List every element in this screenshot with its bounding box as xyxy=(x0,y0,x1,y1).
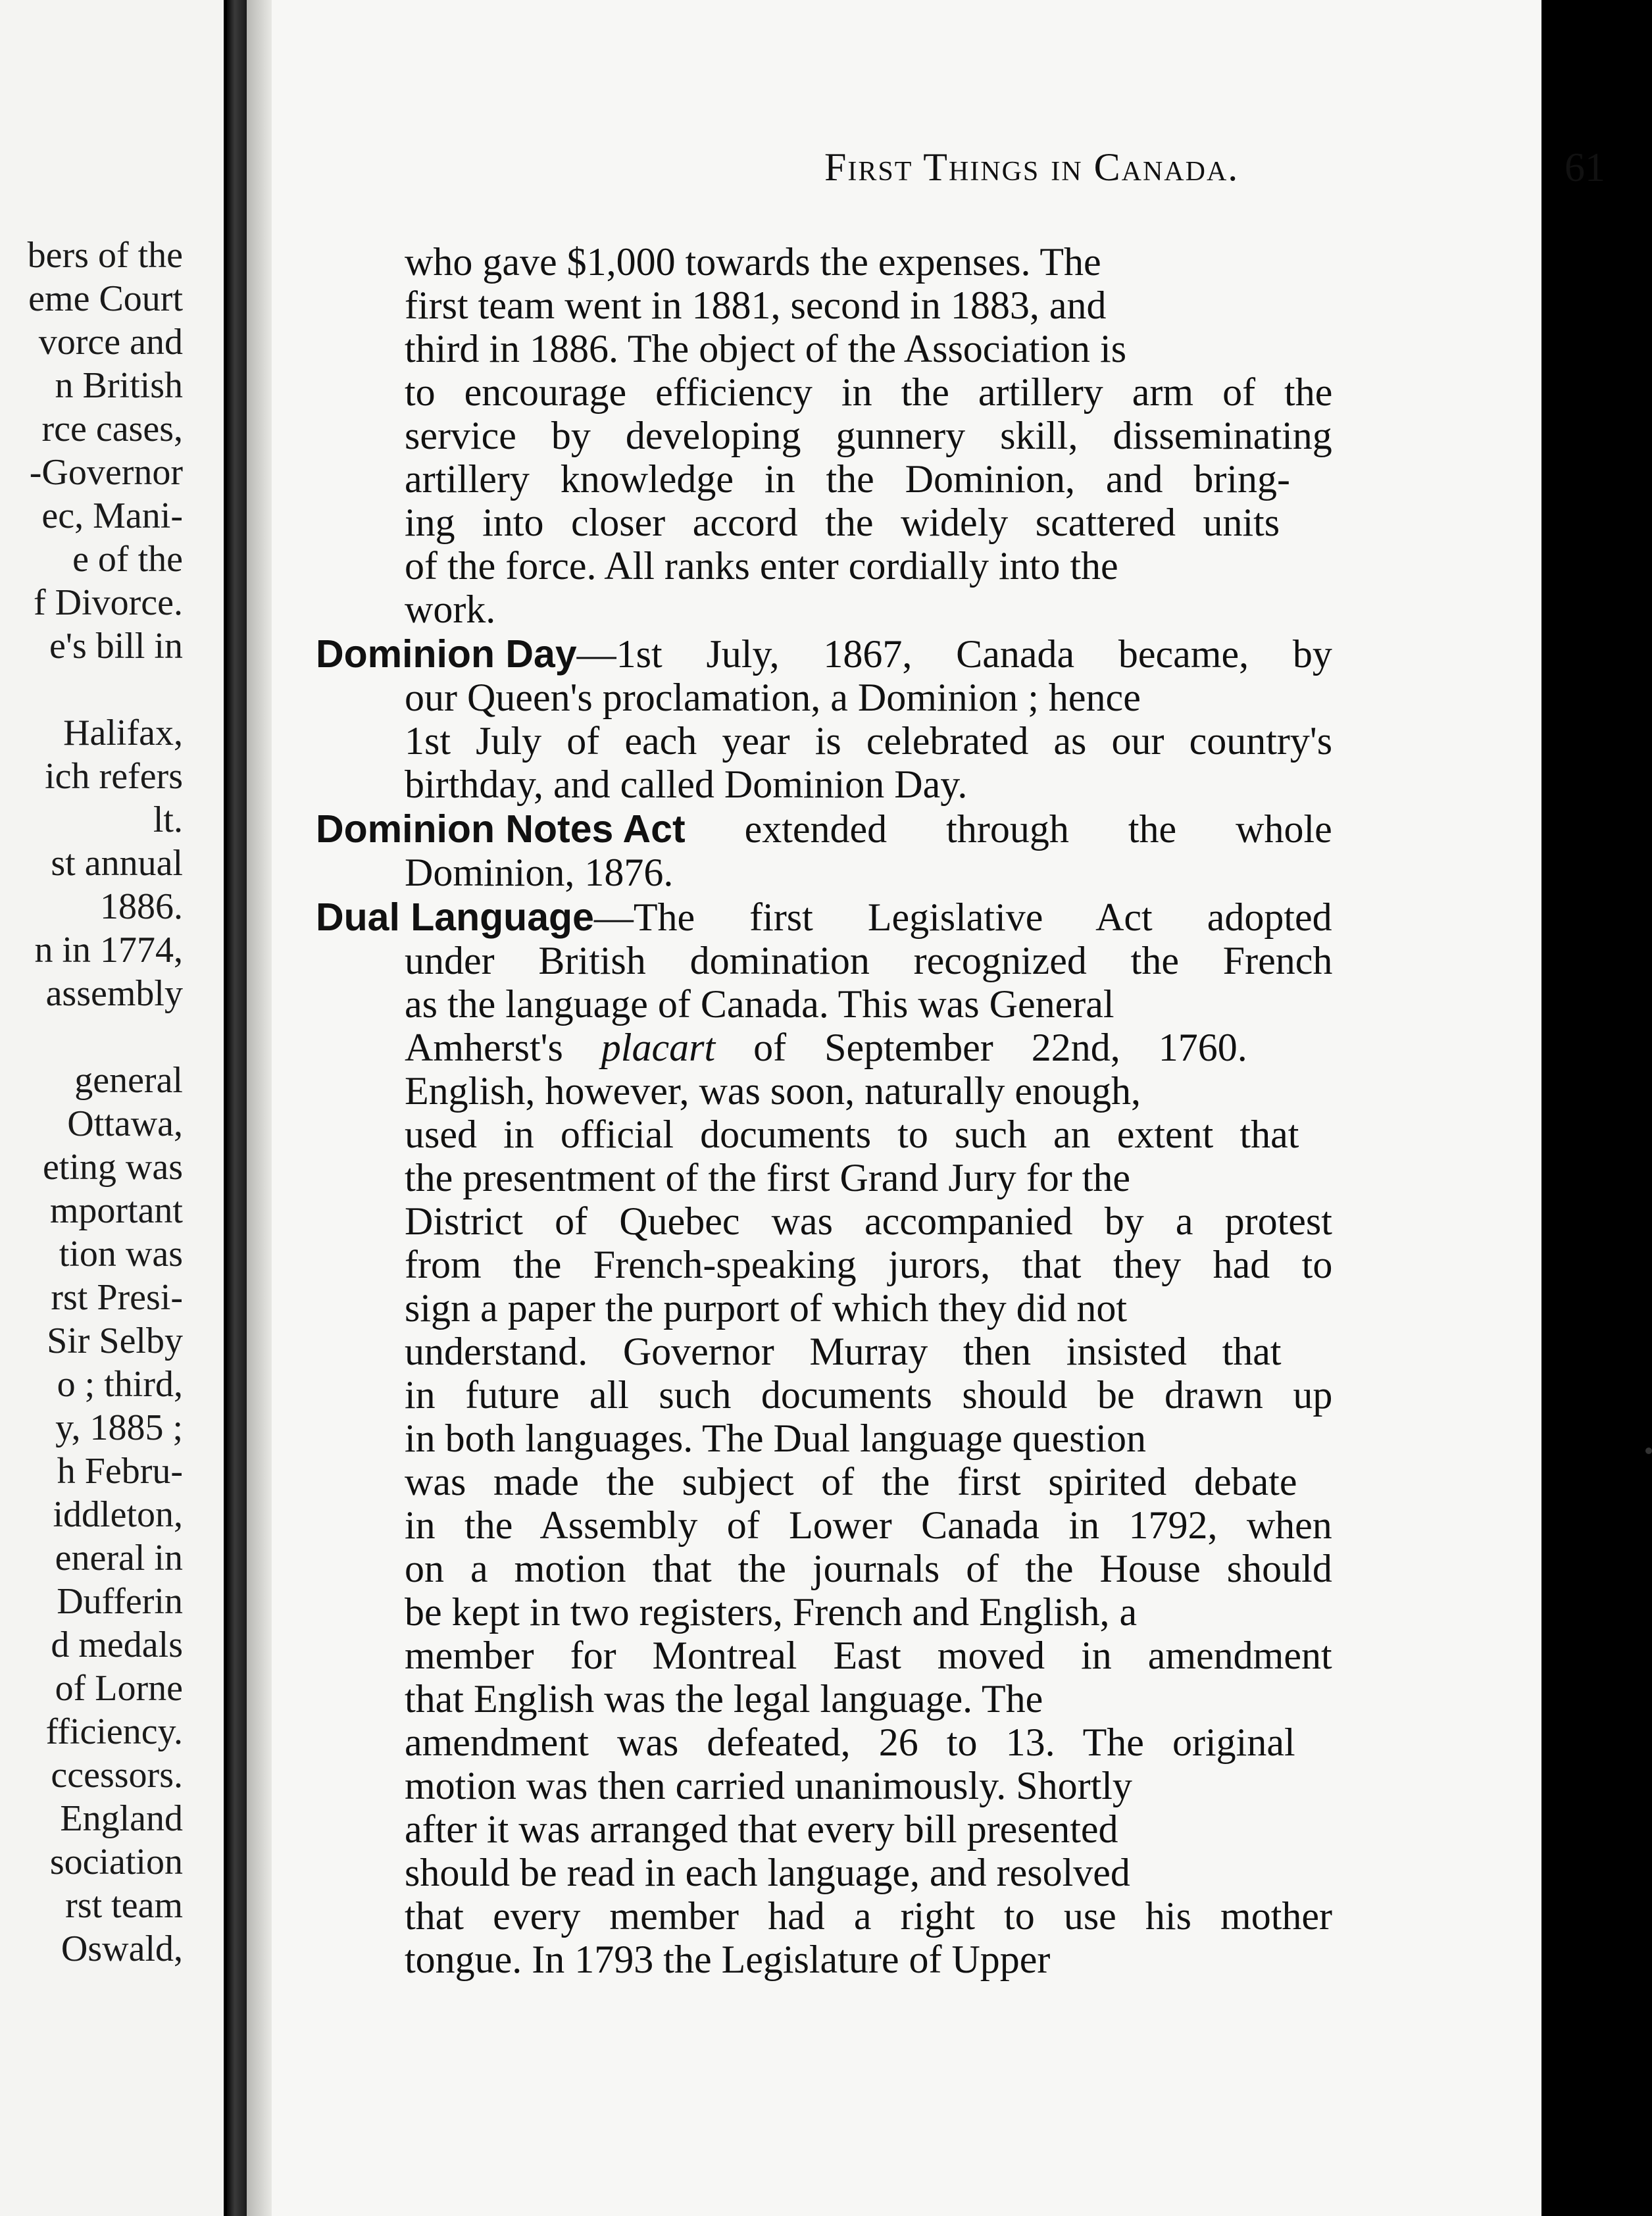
text-line: Dominion, 1876. xyxy=(405,851,674,894)
running-head: First Things in Canada. xyxy=(824,145,1239,189)
text-line: English, however, was soon, naturally enough, xyxy=(405,1069,1141,1113)
facing-page-line: of Lorne xyxy=(55,1668,183,1709)
page-number: 61 xyxy=(1564,145,1605,190)
facing-page-line: -Governor xyxy=(29,452,183,493)
facing-page-line: ec, Mani- xyxy=(41,495,183,536)
facing-page-line: o ; third, xyxy=(57,1364,183,1405)
facing-page-line: ich refers xyxy=(45,756,183,797)
facing-page-fragment xyxy=(0,0,224,2216)
facing-page-line: rst Presi- xyxy=(51,1277,183,1318)
facing-page-line: 1886. xyxy=(100,886,183,927)
text-line: that English was the legal language. The xyxy=(405,1677,1043,1721)
facing-page-line: assembly xyxy=(45,973,183,1014)
entry-term: Dual Language xyxy=(316,895,594,939)
text-line: District of Quebec was accompanied by a protest xyxy=(405,1199,1332,1243)
text-line: in the Assembly of Lower Canada in 1792, when xyxy=(405,1503,1332,1547)
facing-page-line: Ottawa, xyxy=(67,1103,183,1144)
facing-page-line: y, 1885 ; xyxy=(55,1407,183,1448)
text-line: in both languages. The Dual language question xyxy=(405,1417,1146,1460)
facing-page-line: eme Court xyxy=(28,278,183,319)
facing-page-line: iddleton, xyxy=(53,1494,183,1535)
text-line: was made the subject of the first spirited debate xyxy=(405,1460,1297,1503)
text-line: tongue. In 1793 the Legislature of Upper xyxy=(405,1938,1051,1981)
text-line: member for Montreal East moved in amendment xyxy=(405,1634,1332,1677)
main-page xyxy=(272,0,1605,2216)
facing-page-line: lt. xyxy=(153,799,183,840)
text-line: used in official documents to such an extent that xyxy=(405,1113,1299,1156)
text-line: first team went in 1881, second in 1883, and xyxy=(405,284,1107,327)
entry-first-line xyxy=(316,632,1332,676)
facing-page-line: n British xyxy=(55,365,183,406)
facing-page-line: eting was xyxy=(42,1147,183,1188)
facing-page-line: tion was xyxy=(59,1234,183,1274)
text-line: Amherst's placart of September 22nd, 1760. xyxy=(405,1026,1247,1069)
facing-page-line: rce cases, xyxy=(41,409,183,449)
facing-page-line: n in 1774, xyxy=(34,930,183,970)
entry-first-line xyxy=(316,895,1332,939)
facing-page-line: ccessors. xyxy=(51,1755,183,1796)
text-line: after it was arranged that every bill presented xyxy=(405,1807,1118,1851)
text-line: in future all such documents should be drawn up xyxy=(405,1373,1333,1417)
text-line: sign a paper the purport of which they did not xyxy=(405,1286,1128,1330)
text-line: birthday, and called Dominion Day. xyxy=(405,763,968,806)
entry-term: Dominion Notes Act xyxy=(316,807,686,851)
facing-page-line: h Febru- xyxy=(57,1451,183,1492)
book-gutter xyxy=(227,0,247,2216)
entry-text: —The first Legislative Act adopted xyxy=(593,895,1332,939)
text-line: the presentment of the first Grand Jury for the xyxy=(405,1156,1130,1199)
text-line: artillery knowledge in the Dominion, and bring- xyxy=(405,457,1290,501)
text-line: under British domination recognized the French xyxy=(405,939,1333,982)
text-line: to encourage efficiency in the artillery arm of the xyxy=(405,370,1333,414)
facing-page-line: rst team xyxy=(65,1885,183,1926)
text-line: be kept in two registers, French and English, a xyxy=(405,1590,1138,1634)
text-line: as the language of Canada. This was General xyxy=(405,982,1114,1026)
facing-page-line: eneral in xyxy=(55,1538,183,1578)
italic-term: placart xyxy=(601,1026,716,1069)
ink-speck xyxy=(1645,1448,1652,1454)
text-line: understand. Governor Murray then insisted that xyxy=(405,1330,1282,1373)
facing-page-line: sociation xyxy=(49,1842,183,1882)
facing-page-line: d medals xyxy=(51,1624,183,1665)
text-line: on a motion that the journals of the House should xyxy=(405,1547,1332,1590)
facing-page-line: general xyxy=(74,1060,183,1101)
entry-text: —1st July, 1867, Canada became, by xyxy=(576,632,1332,676)
facing-page-line: Oswald, xyxy=(61,1928,183,1969)
text-line: ing into closer accord the widely scattered units xyxy=(405,501,1280,544)
facing-page-line: st annual xyxy=(51,843,183,884)
text-line: of the force. All ranks enter cordially into the xyxy=(405,544,1118,588)
text-line: motion was then carried unanimously. Shortly xyxy=(405,1764,1132,1807)
facing-page-line: Sir Selby xyxy=(47,1321,183,1361)
entry-text: extended through the whole xyxy=(685,807,1332,851)
text-line: 1st July of each year is celebrated as our country's xyxy=(405,719,1333,763)
text-line: should be read in each language, and resolved xyxy=(405,1851,1130,1894)
text-line: that every member had a right to use his mother xyxy=(405,1894,1332,1938)
entry-first-line xyxy=(316,807,1332,851)
text-line: amendment was defeated, 26 to 13. The original xyxy=(405,1721,1295,1764)
text-line: our Queen's proclamation, a Dominion ; hence xyxy=(405,676,1141,719)
facing-page-line: England xyxy=(60,1798,183,1839)
facing-page-line: Halifax, xyxy=(63,713,183,753)
facing-page-line: mportant xyxy=(49,1190,183,1231)
text-line: service by developing gunnery skill, disseminating xyxy=(405,414,1332,457)
entry-term: Dominion Day xyxy=(316,632,577,676)
text-line: third in 1886. The object of the Association is xyxy=(405,327,1127,370)
text-line: work. xyxy=(405,588,496,631)
facing-page-line: bers of the xyxy=(27,235,183,276)
facing-page-line: f Divorce. xyxy=(33,582,183,623)
facing-page-line: fficiency. xyxy=(45,1711,183,1752)
page-edge xyxy=(247,0,272,2216)
facing-page-line: e's bill in xyxy=(49,626,183,667)
text-line: who gave $1,000 towards the expenses. The xyxy=(405,240,1101,284)
text-line: from the French-speaking jurors, that they had to xyxy=(405,1243,1333,1286)
facing-page-line: vorce and xyxy=(38,322,183,363)
facing-page-line: e of the xyxy=(72,539,183,580)
facing-page-line: Dufferin xyxy=(57,1581,183,1622)
